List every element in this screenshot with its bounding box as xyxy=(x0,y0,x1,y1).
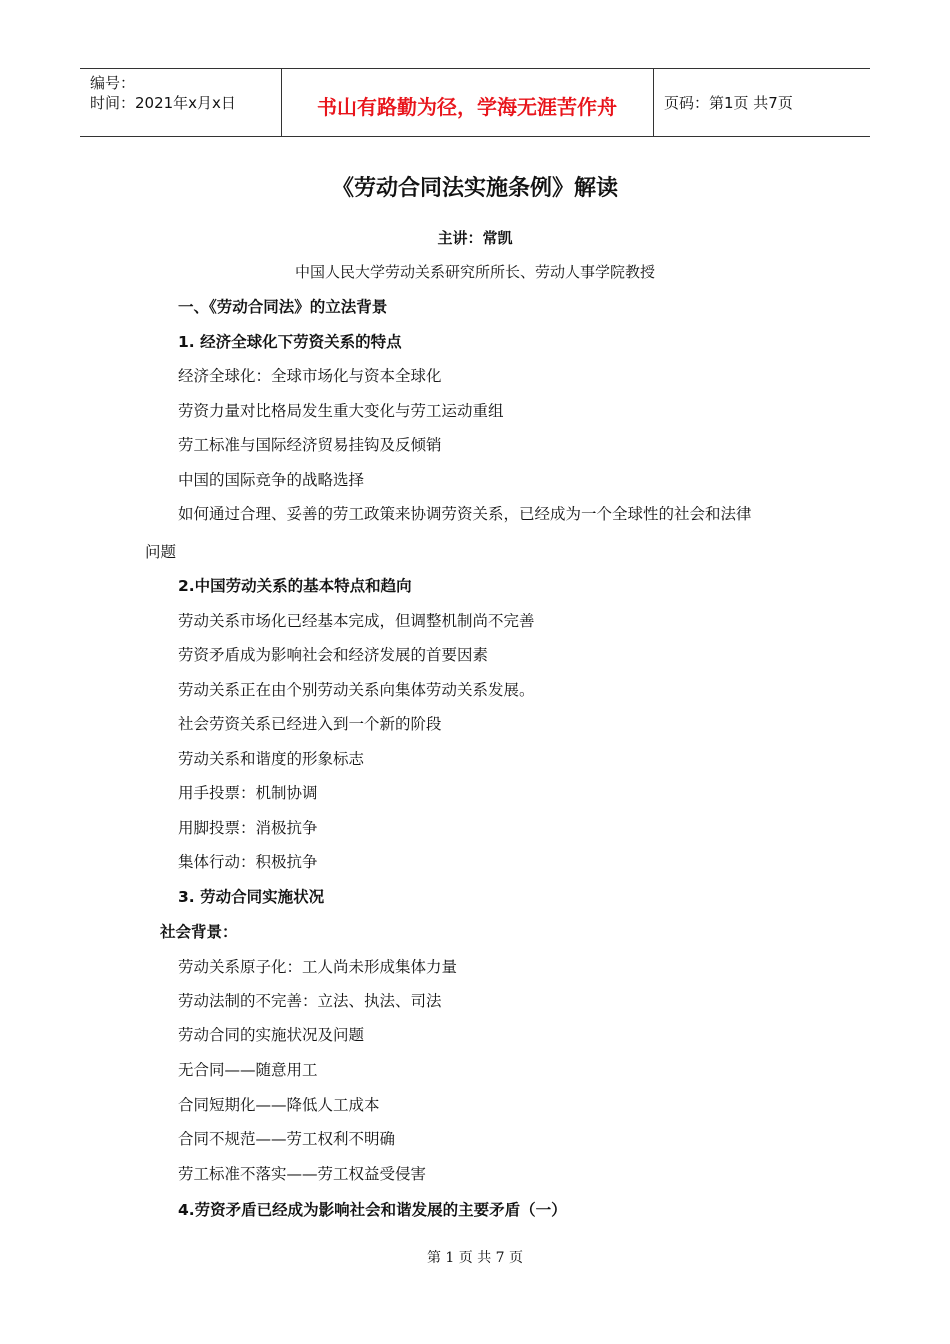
paragraph: 无合同——随意用工 xyxy=(178,1061,318,1079)
number-label: 编号： xyxy=(90,74,136,92)
social-background-label: 社会背景： xyxy=(160,923,238,941)
paragraph: 劳动关系原子化：工人尚未形成集体力量 xyxy=(178,958,458,976)
paragraph: 社会劳资关系已经进入到一个新的阶段 xyxy=(178,715,442,733)
paragraph: 劳动关系和谐度的形象标志 xyxy=(178,750,365,768)
paragraph: 劳动法制的不完善：立法、执法、司法 xyxy=(178,992,442,1010)
paragraph-continued: 问题 xyxy=(145,543,177,561)
time-label: 时间：2021年x月x日 xyxy=(90,94,236,112)
paragraph: 用脚投票：消极抗争 xyxy=(178,819,318,837)
paragraph: 劳资矛盾成为影响社会和经济发展的首要因素 xyxy=(178,646,489,664)
paragraph: 合同短期化——降低人工成本 xyxy=(178,1096,380,1114)
paragraph: 劳资力量对比格局发生重大变化与劳工运动重组 xyxy=(178,402,504,420)
header-divider xyxy=(653,69,654,136)
header-meta xyxy=(90,73,236,113)
page-footer: 第 1 页 共 7 页 xyxy=(426,1250,524,1266)
page-info: 页码：第1页 共7页 xyxy=(664,94,793,112)
subheading: 1. 经济全球化下劳资关系的特点 xyxy=(178,333,402,351)
motto: 书山有路勤为径，学海无涯苦作舟 xyxy=(317,95,617,119)
paragraph: 中国的国际竞争的战略选择 xyxy=(178,471,365,489)
paragraph: 经济全球化：全球市场化与资本全球化 xyxy=(178,367,442,385)
paragraph: 集体行动：积极抗争 xyxy=(178,853,318,871)
paragraph: 劳工标准不落实——劳工权益受侵害 xyxy=(178,1165,427,1183)
subheading: 3. 劳动合同实施状况 xyxy=(178,888,325,906)
paragraph: 劳动关系市场化已经基本完成，但调整机制尚不完善 xyxy=(178,612,535,630)
paragraph: 用手投票：机制协调 xyxy=(178,784,318,802)
speaker: 主讲：常凯 xyxy=(437,229,513,247)
section-heading: 一、《劳动合同法》的立法背景 xyxy=(178,298,388,316)
affiliation: 中国人民大学劳动关系研究所所长、劳动人事学院教授 xyxy=(294,263,655,281)
paragraph: 劳动合同的实施状况及问题 xyxy=(178,1026,365,1044)
paragraph: 劳动关系正在由个别劳动关系向集体劳动关系发展。 xyxy=(178,681,535,699)
paragraph: 如何通过合理、妥善的劳工政策来协调劳资关系，已经成为一个全球性的社会和法律 xyxy=(178,505,752,523)
subheading: 2.中国劳动关系的基本特点和趋向 xyxy=(178,577,412,595)
paragraph: 合同不规范——劳工权利不明确 xyxy=(178,1130,396,1148)
paragraph: 劳工标准与国际经济贸易挂钩及反倾销 xyxy=(178,436,442,454)
page-title: 《劳动合同法实施条例》解读 xyxy=(331,176,618,201)
subheading: 4.劳资矛盾已经成为影响社会和谐发展的主要矛盾（一） xyxy=(178,1201,567,1219)
header-table xyxy=(80,68,870,137)
